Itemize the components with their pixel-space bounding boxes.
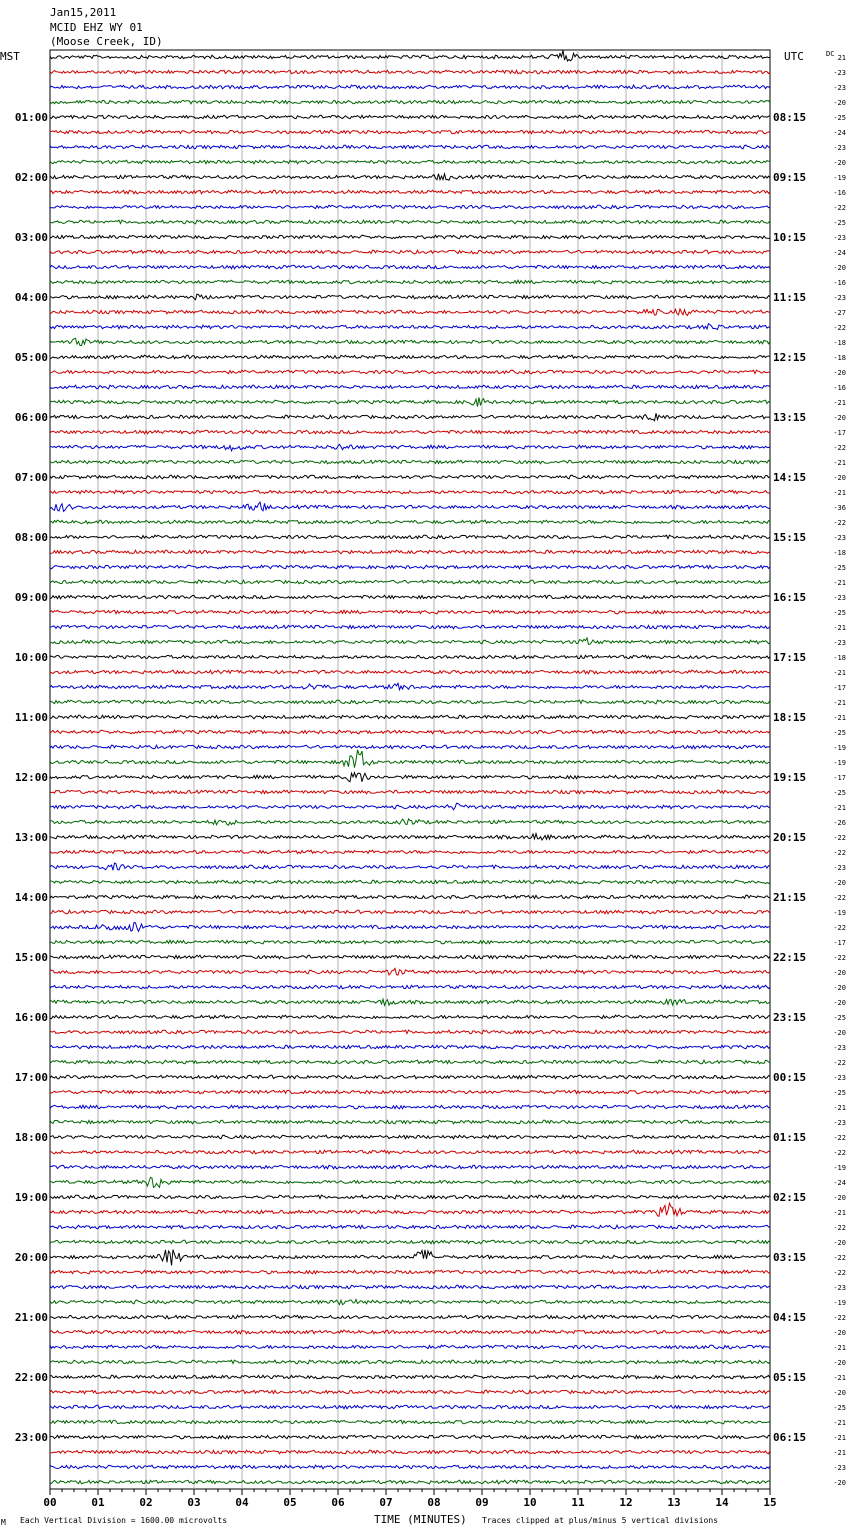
utc-hour-label: 08:15 (773, 111, 807, 124)
dc-offset-label: -20 (833, 99, 846, 107)
clip-note: Traces clipped at plus/minus 5 vertical divisions (482, 1516, 719, 1525)
seismic-trace (50, 1420, 770, 1424)
mst-hour-label: 20:00 (14, 1251, 48, 1264)
dc-offset-label: -20 (833, 1194, 846, 1202)
mst-hour-label: 15:00 (14, 951, 48, 964)
x-tick-label: 11 (571, 1496, 585, 1509)
dc-offset-label: -36 (833, 504, 846, 512)
dc-offset-label: -22 (833, 834, 846, 842)
mst-hour-label: 17:00 (14, 1071, 48, 1084)
utc-hour-label: 18:15 (773, 711, 807, 724)
dc-offset-label: -20 (833, 969, 846, 977)
seismic-trace (50, 1195, 770, 1199)
dc-offset-label: -19 (833, 759, 846, 767)
utc-hour-label: 04:15 (773, 1311, 807, 1324)
dc-offset-label: -25 (833, 789, 846, 797)
dc-offset-label: -20 (833, 474, 846, 482)
dc-offset-label: -22 (833, 1314, 846, 1322)
seismic-trace (50, 1120, 770, 1124)
x-tick-label: 05 (283, 1496, 297, 1509)
seismic-trace (50, 550, 770, 554)
seismic-trace (50, 700, 770, 704)
utc-hour-label: 13:15 (773, 411, 807, 424)
x-tick-label: 04 (235, 1496, 249, 1509)
seismic-trace (50, 1330, 770, 1334)
dc-offset-label: -23 (833, 84, 846, 92)
mst-hour-label: 21:00 (14, 1311, 48, 1324)
seismic-trace (50, 1150, 770, 1154)
seismic-trace (50, 398, 770, 407)
dc-offset-label: -23 (833, 864, 846, 872)
dc-offset-label: -23 (833, 594, 846, 602)
utc-hour-label: 06:15 (773, 1431, 807, 1444)
seismic-trace (50, 1270, 770, 1274)
seismic-trace (50, 683, 770, 690)
mst-hour-label: 11:00 (14, 711, 48, 724)
dc-offset-label: -21 (833, 1449, 846, 1457)
mst-hour-label: 05:00 (14, 351, 48, 364)
dc-offset-label: -17 (833, 774, 846, 782)
seismic-trace (50, 923, 770, 932)
mst-hour-label: 12:00 (14, 771, 48, 784)
dc-offset-label: -21 (833, 714, 846, 722)
seismic-trace (50, 1285, 770, 1289)
dc-offset-label: -23 (833, 1119, 846, 1127)
dc-offset-label: -21 (833, 624, 846, 632)
seismic-trace (50, 940, 770, 944)
mst-hour-label: 03:00 (14, 231, 48, 244)
dc-offset-label: -21 (833, 669, 846, 677)
seismic-trace (50, 1345, 770, 1349)
seismic-trace (50, 100, 770, 104)
utc-hour-label: 23:15 (773, 1011, 807, 1024)
seismic-trace (50, 638, 770, 645)
seismic-trace (50, 625, 770, 629)
seismic-trace (50, 70, 770, 74)
dc-offset-label: -22 (833, 204, 846, 212)
seismic-trace (50, 130, 770, 134)
seismic-trace (50, 220, 770, 224)
seismic-trace (50, 430, 770, 434)
dc-offset-label: -18 (833, 339, 846, 347)
utc-hour-label: 10:15 (773, 231, 807, 244)
seismic-trace (50, 670, 770, 674)
utc-hour-label: 01:15 (773, 1131, 807, 1144)
seismic-trace (50, 475, 770, 479)
right-axis-label: UTC (784, 50, 804, 63)
mst-hour-label: 04:00 (14, 291, 48, 304)
dc-offset-label: -22 (833, 894, 846, 902)
mst-hour-label: 01:00 (14, 111, 48, 124)
dc-offset-label: -18 (833, 654, 846, 662)
dc-offset-label: -22 (833, 1149, 846, 1157)
seismic-trace (50, 85, 770, 89)
x-tick-label: 09 (475, 1496, 489, 1509)
chart-location: (Moose Creek, ID) (50, 35, 163, 48)
seismic-trace (50, 819, 770, 825)
utc-hour-label: 14:15 (773, 471, 807, 484)
seismic-trace (50, 790, 770, 794)
dc-offset-label: -19 (833, 909, 846, 917)
seismic-trace (50, 205, 770, 209)
dc-offset-label: -20 (833, 1359, 846, 1367)
dc-offset-label: -19 (833, 1299, 846, 1307)
dc-offset-label: -22 (833, 324, 846, 332)
x-tick-label: 12 (619, 1496, 633, 1509)
utc-hour-label: 17:15 (773, 651, 807, 664)
dc-offset-label: -23 (833, 1074, 846, 1082)
seismic-trace (50, 834, 770, 840)
dc-offset-label: -23 (833, 234, 846, 242)
seismic-trace (50, 1060, 770, 1064)
dc-offset-label: -25 (833, 114, 846, 122)
utc-hour-label: 09:15 (773, 171, 807, 184)
seismic-trace (50, 1480, 770, 1484)
utc-hour-label: 21:15 (773, 891, 807, 904)
dc-offset-label: -23 (833, 639, 846, 647)
dc-offset-label: -20 (833, 1239, 846, 1247)
dc-offset-label: -23 (833, 534, 846, 542)
dc-offset-label: -21 (833, 1419, 846, 1427)
seismic-trace (50, 880, 770, 884)
dc-offset-label: -25 (833, 564, 846, 572)
seismic-trace (50, 730, 770, 734)
dc-offset-label: -23 (833, 69, 846, 77)
dc-offset-label: -21 (833, 699, 846, 707)
mst-hour-label: 06:00 (14, 411, 48, 424)
seismic-trace (50, 1435, 770, 1439)
seismic-trace (50, 250, 770, 254)
seismic-trace (50, 1165, 770, 1169)
dc-offset-label: -16 (833, 189, 846, 197)
seismic-trace (50, 1375, 770, 1379)
mst-hour-label: 02:00 (14, 171, 48, 184)
utc-hour-label: 02:15 (773, 1191, 807, 1204)
dc-offset-label: 21 (837, 54, 846, 62)
dc-offset-label: -21 (833, 399, 846, 407)
seismic-trace (50, 580, 770, 584)
mst-hour-label: 07:00 (14, 471, 48, 484)
dc-offset-label: -22 (833, 1224, 846, 1232)
x-tick-label: 13 (667, 1496, 681, 1509)
seismic-trace (50, 1240, 770, 1244)
mst-hour-label: 23:00 (14, 1431, 48, 1444)
x-tick-label: 02 (139, 1496, 153, 1509)
seismic-trace (50, 968, 770, 975)
mst-hour-label: 13:00 (14, 831, 48, 844)
seismic-trace (50, 265, 770, 269)
dc-offset-label: -24 (833, 129, 846, 137)
seismic-trace (50, 1015, 770, 1019)
seismic-trace (50, 1360, 770, 1364)
dc-offset-label: -25 (833, 609, 846, 617)
seismic-trace (50, 1090, 770, 1094)
dc-offset-label: -21 (833, 1374, 846, 1382)
mst-hour-label: 16:00 (14, 1011, 48, 1024)
x-tick-label: 00 (43, 1496, 57, 1509)
dc-offset-label: -19 (833, 1164, 846, 1172)
scale-note: Each Vertical Division = 1600.00 microvolts (20, 1516, 228, 1525)
seismic-trace (50, 1450, 770, 1454)
seismic-trace (50, 413, 770, 421)
utc-hour-label: 20:15 (773, 831, 807, 844)
dc-offset-label: -21 (833, 459, 846, 467)
seismic-trace (50, 565, 770, 569)
seismic-trace (50, 190, 770, 194)
dc-offset-label: -21 (833, 1209, 846, 1217)
dc-offset-label: -24 (833, 249, 846, 257)
dc-offset-label: -20 (833, 1029, 846, 1037)
dc-offset-label: -17 (833, 429, 846, 437)
x-tick-label: 10 (523, 1496, 537, 1509)
seismic-trace (50, 174, 770, 181)
seismic-trace (50, 1203, 770, 1216)
dc-offset-label: -23 (833, 1044, 846, 1052)
mst-hour-label: 10:00 (14, 651, 48, 664)
dc-label: DC (826, 50, 835, 58)
x-tick-label: 08 (427, 1496, 441, 1509)
x-tick-label: 15 (763, 1496, 777, 1509)
utc-hour-label: 15:15 (773, 531, 807, 544)
dc-offset-label: -22 (833, 519, 846, 527)
dc-offset-label: -22 (833, 444, 846, 452)
mst-hour-label: 19:00 (14, 1191, 48, 1204)
dc-offset-label: -20 (833, 264, 846, 272)
dc-offset-label: -20 (833, 159, 846, 167)
dc-offset-label: -20 (833, 1479, 846, 1487)
seismic-trace (50, 1465, 770, 1469)
left-axis-label: MST (0, 50, 20, 63)
corner-mark: M (1, 1518, 6, 1527)
seismic-trace (50, 803, 770, 810)
seismic-trace (50, 1315, 770, 1319)
dc-offset-label: -18 (833, 354, 846, 362)
time-axis-label: TIME (MINUTES) (374, 1513, 467, 1526)
dc-offset-label: -22 (833, 954, 846, 962)
x-tick-label: 01 (91, 1496, 105, 1509)
dc-offset-label: -22 (833, 849, 846, 857)
seismic-trace (50, 863, 770, 870)
seismic-trace (50, 502, 770, 511)
utc-hour-label: 22:15 (773, 951, 807, 964)
dc-offset-label: -22 (833, 1254, 846, 1262)
seismic-trace (50, 999, 770, 1005)
mst-hour-label: 08:00 (14, 531, 48, 544)
x-tick-label: 14 (715, 1496, 729, 1509)
seismic-trace (50, 1075, 770, 1079)
mst-hour-label: 22:00 (14, 1371, 48, 1384)
seismic-trace (50, 385, 770, 389)
dc-offset-label: -23 (833, 144, 846, 152)
seismic-trace (50, 115, 770, 119)
dc-offset-label: -23 (833, 1284, 846, 1292)
dc-offset-label: -25 (833, 729, 846, 737)
x-tick-label: 07 (379, 1496, 393, 1509)
seismic-trace (50, 1177, 770, 1187)
dc-offset-label: -23 (833, 1464, 846, 1472)
dc-offset-label: -17 (833, 684, 846, 692)
mst-hour-label: 18:00 (14, 1131, 48, 1144)
dc-offset-label: -27 (833, 309, 846, 317)
seismic-trace (50, 490, 770, 494)
dc-offset-label: -21 (833, 1344, 846, 1352)
seismic-trace (50, 235, 770, 239)
dc-offset-label: -19 (833, 174, 846, 182)
seismic-trace (50, 520, 770, 524)
seismic-trace (50, 309, 770, 316)
dc-offset-label: -20 (833, 984, 846, 992)
utc-hour-label: 05:15 (773, 1371, 807, 1384)
dc-offset-label: -20 (833, 369, 846, 377)
x-tick-label: 03 (187, 1496, 201, 1509)
seismic-trace (50, 50, 770, 61)
dc-offset-label: -20 (833, 414, 846, 422)
dc-offset-label: -21 (833, 579, 846, 587)
dc-offset-label: -22 (833, 1134, 846, 1142)
dc-offset-label: -21 (833, 1104, 846, 1112)
seismic-trace (50, 535, 770, 539)
seismic-trace (50, 1300, 770, 1305)
seismic-trace (50, 610, 770, 614)
seismic-trace (50, 850, 770, 854)
utc-hour-label: 19:15 (773, 771, 807, 784)
dc-offset-label: -21 (833, 1434, 846, 1442)
seismic-trace (50, 1225, 770, 1229)
seismic-trace (50, 595, 770, 599)
seismic-trace (50, 145, 770, 149)
seismic-trace (50, 370, 770, 374)
dc-offset-label: -22 (833, 1059, 846, 1067)
dc-offset-label: -25 (833, 219, 846, 227)
seismic-trace (50, 460, 770, 464)
seismic-trace (50, 355, 770, 359)
seismic-trace (50, 745, 770, 749)
dc-offset-label: -20 (833, 1329, 846, 1337)
dc-offset-label: -16 (833, 279, 846, 287)
seismic-trace (50, 1250, 770, 1266)
utc-hour-label: 16:15 (773, 591, 807, 604)
mst-hour-label: 09:00 (14, 591, 48, 604)
dc-offset-label: -21 (833, 804, 846, 812)
x-tick-label: 06 (331, 1496, 345, 1509)
seismic-trace (50, 910, 770, 914)
dc-offset-label: -20 (833, 879, 846, 887)
dc-offset-label: -25 (833, 1404, 846, 1412)
seismic-trace (50, 895, 770, 899)
seismic-trace (50, 1030, 770, 1034)
seismic-trace (50, 280, 770, 284)
seismic-trace (50, 1405, 770, 1409)
seismic-trace (50, 338, 770, 345)
seismic-trace (50, 1105, 770, 1109)
dc-offset-label: -24 (833, 1179, 846, 1187)
utc-hour-label: 11:15 (773, 291, 807, 304)
dc-offset-label: -19 (833, 744, 846, 752)
chart-station: MCID EHZ WY 01 (50, 21, 143, 34)
seismic-trace (50, 955, 770, 959)
dc-offset-label: -16 (833, 384, 846, 392)
dc-offset-label: -20 (833, 999, 846, 1007)
seismic-trace (50, 160, 770, 164)
seismic-trace (50, 655, 770, 659)
dc-offset-label: -25 (833, 1089, 846, 1097)
seismic-trace (50, 444, 770, 451)
seismic-trace (50, 324, 770, 330)
dc-offset-label: -22 (833, 924, 846, 932)
utc-hour-label: 03:15 (773, 1251, 807, 1264)
dc-offset-label: -23 (833, 294, 846, 302)
dc-offset-label: -25 (833, 1014, 846, 1022)
dc-offset-label: -18 (833, 549, 846, 557)
seismic-trace (50, 985, 770, 989)
chart-date: Jan15,2011 (50, 6, 117, 19)
seismic-trace (50, 773, 770, 782)
seismic-trace (50, 1135, 770, 1139)
seismic-trace (50, 1390, 770, 1394)
mst-hour-label: 14:00 (14, 891, 48, 904)
utc-hour-label: 12:15 (773, 351, 807, 364)
seismic-trace (50, 750, 770, 768)
utc-hour-label: 00:15 (773, 1071, 807, 1084)
dc-offset-label: -20 (833, 1389, 846, 1397)
seismic-trace (50, 1045, 770, 1049)
dc-offset-label: -21 (833, 489, 846, 497)
dc-offset-label: -22 (833, 1269, 846, 1277)
dc-offset-label: -17 (833, 939, 846, 947)
seismic-trace (50, 715, 770, 719)
seismic-trace (50, 294, 770, 300)
dc-offset-label: -26 (833, 819, 846, 827)
